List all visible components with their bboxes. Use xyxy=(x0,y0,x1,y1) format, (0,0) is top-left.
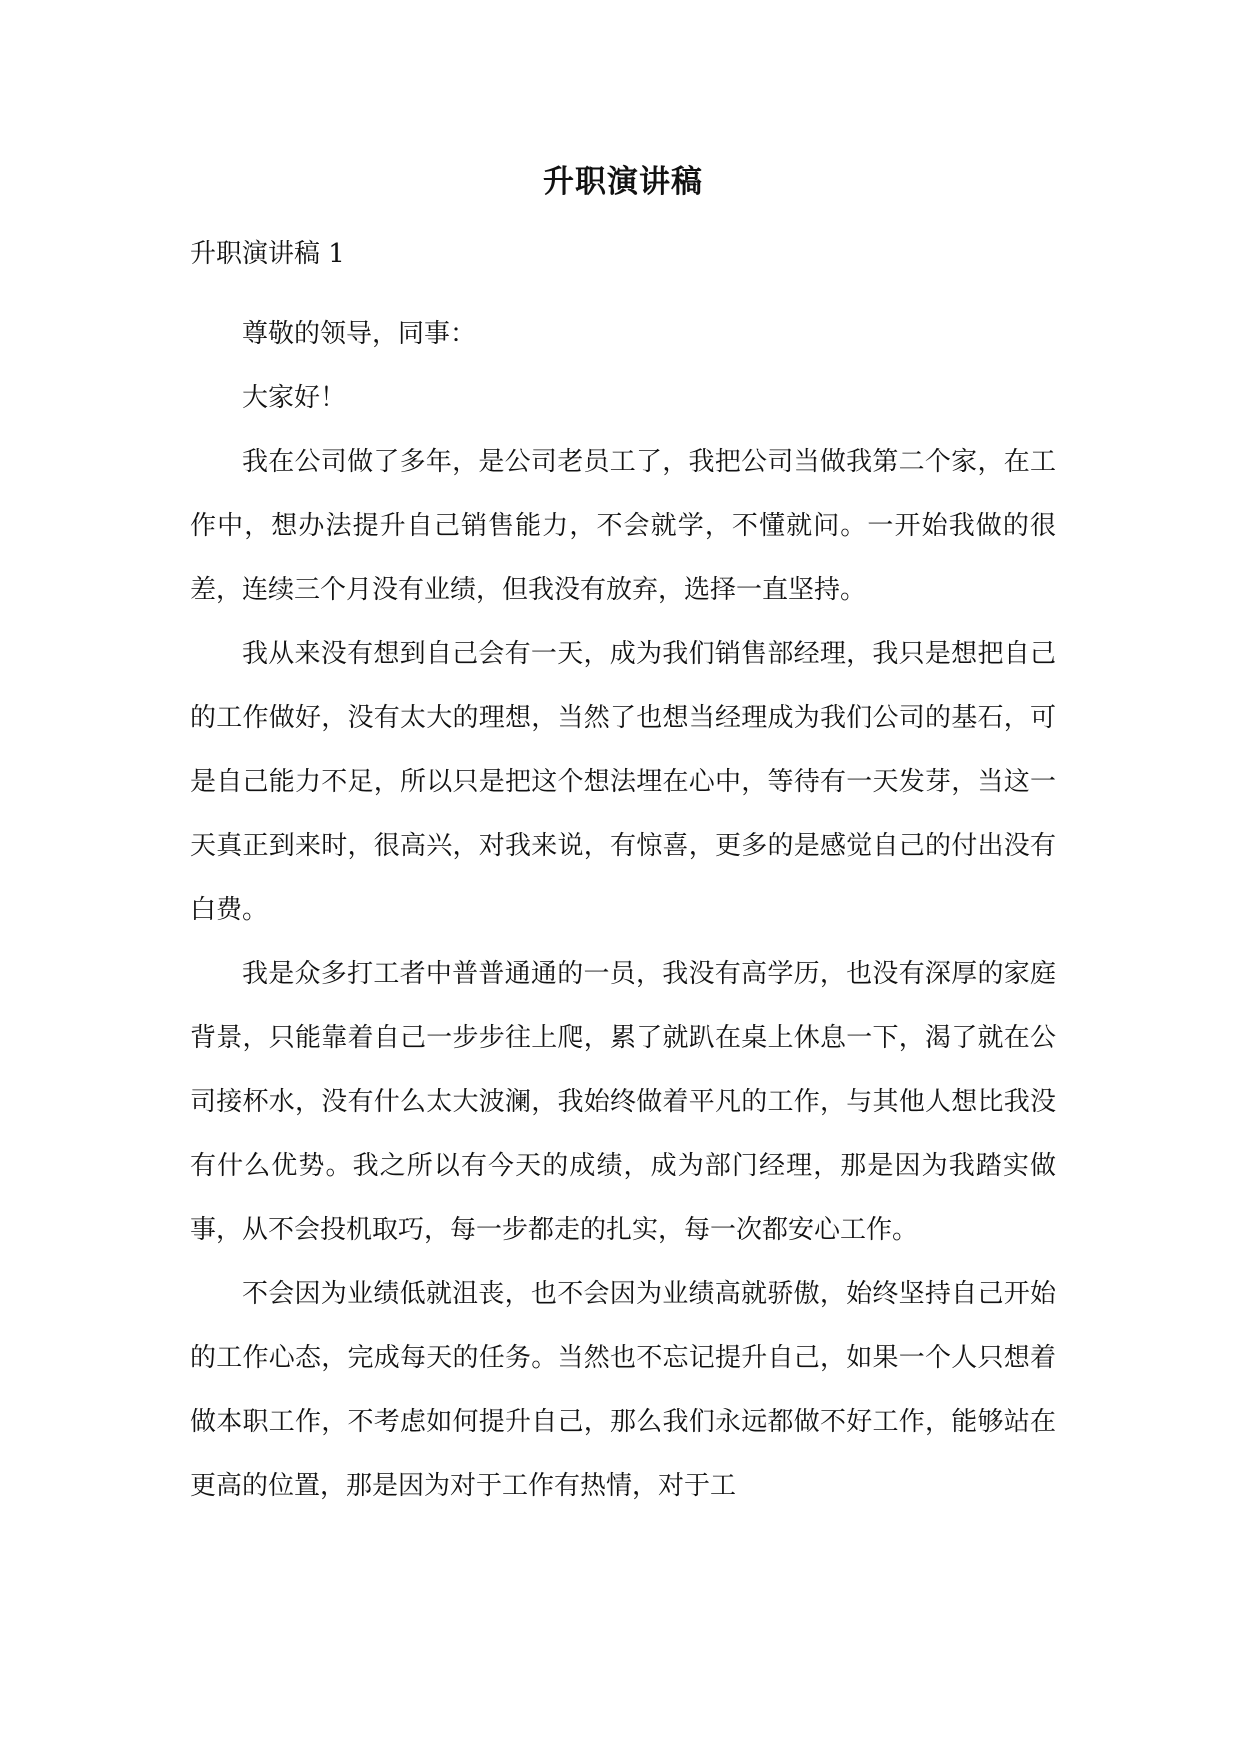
body-paragraph-4: 不会因为业绩低就沮丧，也不会因为业绩高就骄傲，始终坚持自己开始的工作心态，完成每天的任务。当然也不忘记提升自己，如果一个人只想着做本职工作，不考虑如何提升自己，那么我们永远都做不好工作，能够站在更高的位置，那是因为对于工作有热情，对于工 xyxy=(190,1279,1056,1501)
document-page xyxy=(190,162,1056,1518)
greeting-paragraph: 大家好！ xyxy=(242,383,347,413)
salutation-paragraph: 尊敬的领导，同事： xyxy=(242,319,477,349)
body-paragraph-3: 我是众多打工者中普普通通的一员，我没有高学历，也没有深厚的家庭背景，只能靠着自己一步步往上爬，累了就趴在桌上休息一下，渴了就在公司接杯水，没有什么太大波澜，我始终做着平凡的工作，与其他人想比我没有什么优势。我之所以有今天的成绩，成为部门经理，那是因为我踏实做事，从不会投机取巧，每一步都走的扎实，每一次都安心工作。 xyxy=(190,959,1056,1245)
section-heading: 升职演讲稿 1 xyxy=(190,239,345,269)
body-paragraph-1: 我在公司做了多年，是公司老员工了，我把公司当做我第二个家，在工作中，想办法提升自己销售能力，不会就学，不懂就问。一开始我做的很差，连续三个月没有业绩，但我没有放弃，选择一直坚持。 xyxy=(190,447,1056,605)
body-paragraph-2: 我从来没有想到自己会有一天，成为我们销售部经理，我只是想把自己的工作做好，没有太大的理想，当然了也想当经理成为我们公司的基石，可是自己能力不足，所以只是把这个想法埋在心中，等待有一天发芽，当这一天真正到来时，很高兴，对我来说，有惊喜，更多的是感觉自己的付出没有白费。 xyxy=(190,639,1056,925)
document-title: 升职演讲稿 xyxy=(543,164,703,200)
